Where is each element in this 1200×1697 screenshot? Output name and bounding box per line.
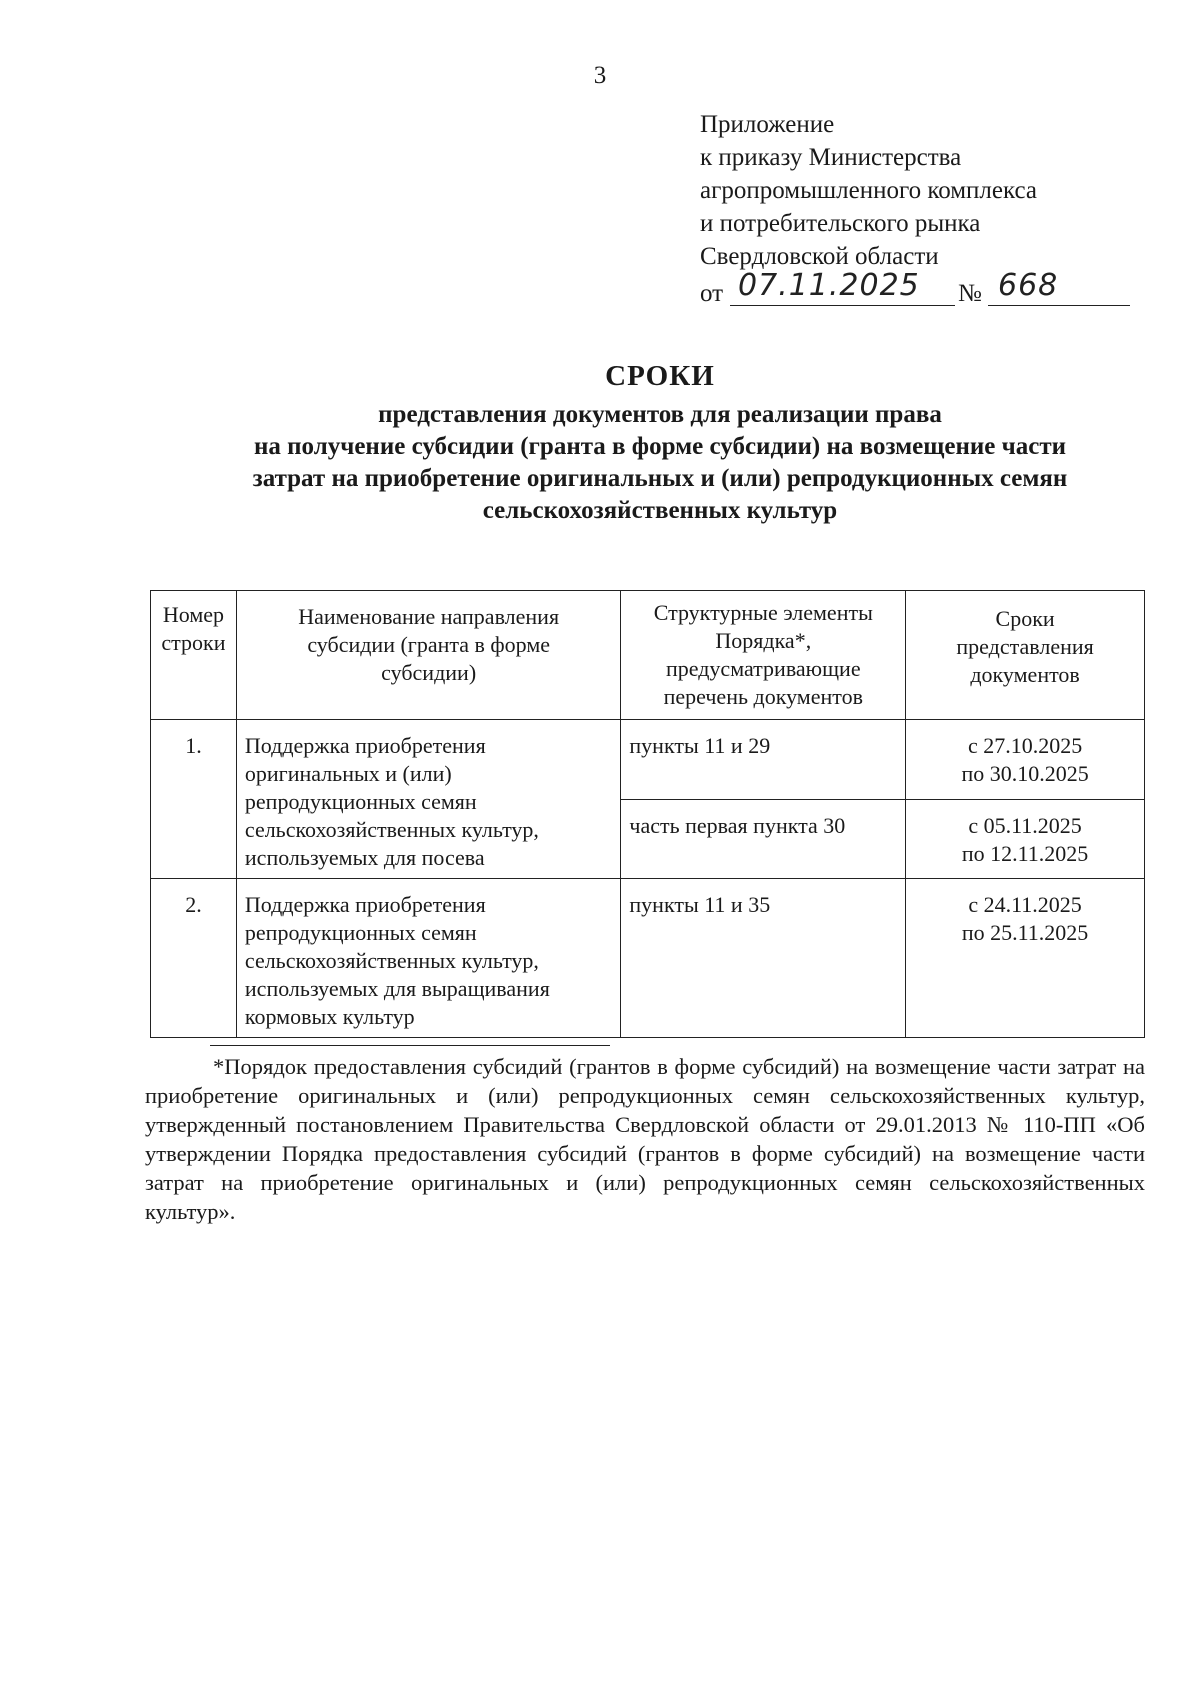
header-direction: Наименование направления субсидии (гранта в форме субсидии) — [236, 591, 621, 720]
number-label: № — [958, 280, 982, 307]
appendix-line: к приказу Министерства — [700, 144, 962, 171]
row-elements: часть первая пункта 30 — [621, 799, 906, 879]
footnote: *Порядок предоставления субсидий (грантов в форме субсидий) на возмещение части затрат на приобретение оригинальных и (или) репродукционных семян сельскохозяйственных культур, утвержденный постановлением Правительства Свердловской области от 29.01.2013 № 110-ПП «Об утверждении Порядка предоставления субсидий (грантов в форме субсидий) на возмещение части затрат на приобретение оригинальных и (или) репродукционных семян сельскохозяйственных культур». — [145, 1054, 1145, 1224]
title-subtitle-line: на получение субсидии (гранта в форме субсидии) на возмещение части — [253, 433, 1067, 460]
number-underline — [988, 305, 1130, 306]
term-to: по 30.10.2025 — [961, 761, 1089, 786]
row-terms — [906, 799, 1145, 879]
handwritten-date: 07.11.2025 — [738, 268, 920, 303]
order-date-number — [700, 268, 1130, 313]
title-subtitle-line: затрат на приобретение оригинальных и (или) репродукционных семян — [252, 465, 1068, 492]
table-header-row — [151, 591, 1145, 720]
date-underline — [730, 305, 955, 306]
row-elements: пункты 11 и 35 — [621, 879, 906, 1038]
row-direction: Поддержка приобретения репродукционных семян сельскохозяйственных культур, используемых для выращивания кормовых культур — [236, 879, 621, 1038]
appendix-line: Приложение — [700, 111, 835, 138]
term-from: с 27.10.2025 — [967, 733, 1083, 758]
row-terms — [906, 720, 1145, 800]
header-elements: Структурные элементы Порядка*, предусматривающие перечень документов — [621, 591, 906, 720]
table-row — [151, 720, 1145, 800]
title-subtitle-line: представления документов для реализации права — [378, 401, 942, 428]
appendix-line: Свердловской области — [700, 243, 939, 270]
footnote-separator — [210, 1045, 610, 1046]
appendix-line: и потребительского рынка — [700, 210, 981, 237]
title-main: СРОКИ — [605, 360, 715, 392]
header-terms: Сроки представления документов — [906, 591, 1145, 720]
handwritten-number: 668 — [998, 268, 1059, 303]
schedule-table — [150, 590, 1145, 1038]
table-row — [151, 879, 1145, 1038]
header-row-number: Номер строки — [151, 591, 237, 720]
term-from: с 05.11.2025 — [968, 812, 1082, 838]
row-elements: пункты 11 и 29 — [621, 720, 906, 800]
title-subtitle-line: сельскохозяйственных культур — [482, 497, 838, 524]
appendix-header — [700, 108, 1130, 313]
row-number: 2. — [151, 879, 237, 1038]
appendix-line: агропромышленного комплекса — [700, 177, 1038, 204]
row-number: 1. — [151, 720, 237, 879]
date-label: от — [700, 280, 724, 307]
row-direction: Поддержка приобретения оригинальных и (или) репродукционных семян сельскохозяйственных культур, используемых для посева — [236, 720, 621, 879]
page-number: 3 — [593, 62, 607, 89]
document-title — [170, 360, 1150, 527]
term-from: с 24.11.2025 — [968, 892, 1082, 917]
term-to: по 25.11.2025 — [961, 920, 1089, 945]
term-to: по 12.11.2025 — [961, 840, 1089, 866]
row-terms — [906, 879, 1145, 1038]
